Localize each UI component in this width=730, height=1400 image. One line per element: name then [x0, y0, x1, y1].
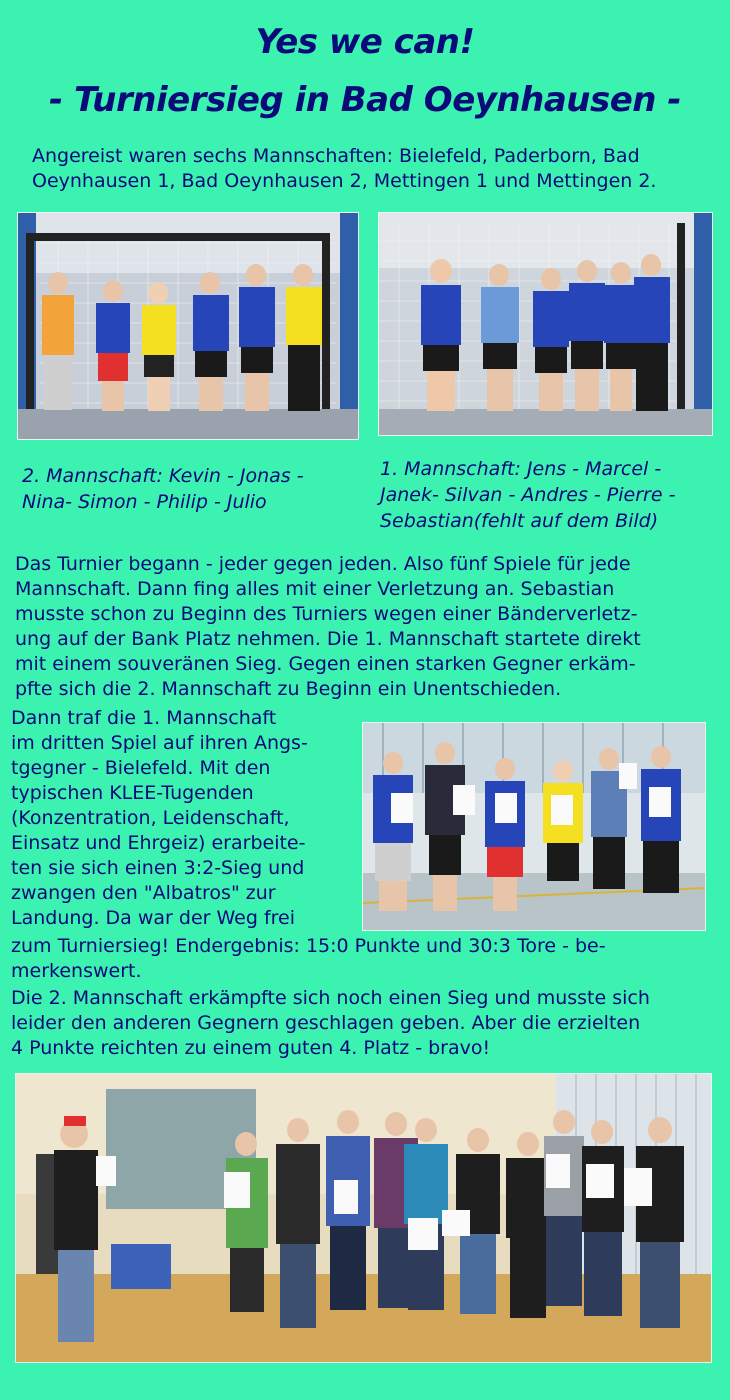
team2-photo: [17, 212, 359, 440]
report-line: merkenswert.: [11, 960, 142, 982]
report-line: Mannschaft. Dann fing alles mit einer Verletzung an. Sebastian: [15, 578, 615, 600]
group-photo: [15, 1073, 712, 1363]
team1-caption-line-1: 1. Mannschaft: Jens - Marcel -: [380, 458, 662, 480]
team1-caption-line-3: Sebastian(fehlt auf dem Bild): [380, 510, 659, 532]
report-line: mit einem souveränen Sieg. Gegen einen starken Gegner erkäm-: [15, 653, 636, 675]
report-line: zum Turniersieg! Endergebnis: 15:0 Punkte und 30:3 Tore - be-: [11, 935, 606, 957]
report-line: ten sie sich einen 3:2-Sieg und: [11, 857, 305, 879]
report-line: leider den anderen Gegnern geschlagen geben. Aber die erzielten: [11, 1012, 641, 1034]
report-line: tgegner - Bielefeld. Mit den: [11, 757, 271, 779]
report-line: Einsatz und Ehrgeiz) erarbeite-: [11, 832, 306, 854]
team1-photo: [378, 212, 713, 436]
report-line: Das Turnier begann - jeder gegen jeden. Also fünf Spiele für jede: [15, 553, 631, 575]
report-line: 4 Punkte reichten zu einem guten 4. Platz - bravo!: [11, 1037, 491, 1059]
report-line: Dann traf die 1. Mannschaft: [11, 707, 277, 729]
report-line: im dritten Spiel auf ihren Angs-: [11, 732, 308, 754]
report-line: (Konzentration, Leidenschaft,: [11, 807, 290, 829]
team2-caption-line-1: 2. Mannschaft: Kevin - Jonas -: [22, 465, 304, 487]
team2-caption-line-2: Nina- Simon - Philip - Julio: [22, 491, 267, 513]
title-line-1: Yes we can!: [255, 22, 475, 62]
intro-line-2: Oeynhausen 1, Bad Oeynhausen 2, Mettingen 1 und Mettingen 2.: [32, 170, 657, 192]
report-line: Die 2. Mannschaft erkämpfte sich noch einen Sieg und musste sich: [11, 987, 650, 1009]
intro-line-1: Angereist waren sechs Mannschaften: Bielefeld, Paderborn, Bad: [32, 145, 640, 167]
report-line: Landung. Da war der Weg frei: [11, 907, 296, 929]
report-line: pfte sich die 2. Mannschaft zu Beginn ein Unentschieden.: [15, 678, 562, 700]
title-line-2: - Turniersieg in Bad Oeynhausen -: [49, 80, 681, 120]
report-line: musste schon zu Beginn des Turniers wegen einer Bänderverletz-: [15, 603, 638, 625]
report-line: ung auf der Bank Platz nehmen. Die 1. Mannschaft startete direkt: [15, 628, 641, 650]
team1-caption-line-2: Janek- Silvan - Andres - Pierre -: [380, 484, 676, 506]
report-line: typischen KLEE-Tugenden: [11, 782, 254, 804]
certificates-photo: [362, 722, 706, 931]
report-line: zwangen den "Albatros" zur: [11, 882, 276, 904]
